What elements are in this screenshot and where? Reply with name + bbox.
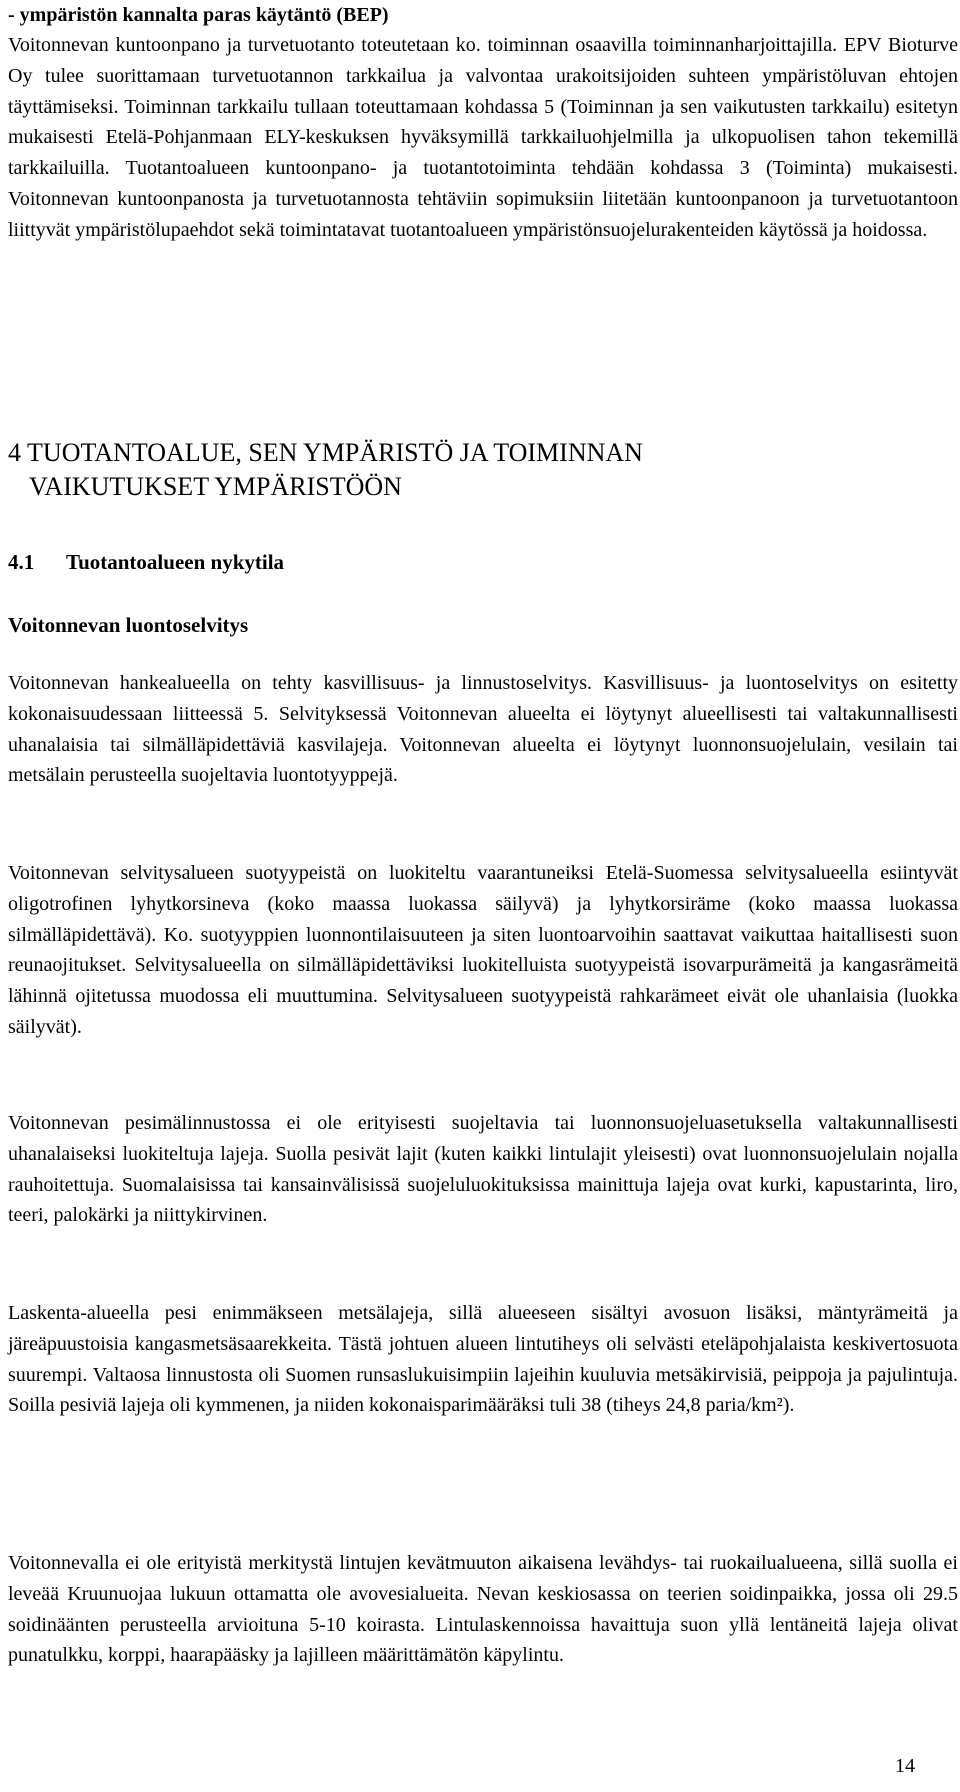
section-4-heading-line1: 4 TUOTANTOALUE, SEN YMPÄRISTÖ JA TOIMINNAN	[8, 438, 643, 467]
intro-paragraph: Voitonnevan kuntoonpano ja turvetuotanto toteutetaan ko. toiminnan osaavilla toiminnanharjoittajilla. EPV Bioturve Oy tulee suorittamaan turvetuotannon tarkkailua ja valvontaa urakoitsijoiden suhteen ympäristöluvan ehtojen täyttämiseksi. Toiminnan tarkkailu tullaan toteuttamaan kohdassa 5 (Toiminnan ja sen vaikutusten tarkkailu) esitetyn mukaisesti Etelä-Pohjanmaan ELY-keskuksen hyväksymillä tarkkailuohjelmilla ja ulkopuolisen tahon tekemillä tarkkailuilla. Tuotantoalueen kuntoonpano- ja tuotantotoiminta tehdään kohdassa 3 (Toiminta) mukaisesti. Voitonnevan kuntoonpanosta ja turvetuotannosta tehtäviin sopimuksiin liitetään kuntoonpanoon ja turvetuotantoon liittyvät ympäristölupaehdot sekä toimintatavat tuotantoalueen ympäristönsuojelurakenteiden käytössä ja hoidossa.	[8, 34, 958, 241]
paragraph-census: Laskenta-alueella pesi enimmäkseen metsälajeja, sillä alueeseen sisältyi avosuon lisäksi, mäntyrämeitä ja järeäpuustoisia kangasmetsäsaarekkeita. Tästä johtuen alueen lintutiheys oli selvästi eteläpohjalaista keskivertosuota suurempi. Valtaosa linnustosta oli Suomen runsaslukuisimpiin lajeihin kuuluvia metsäkirvisiä, peippoja ja pajulintuja. Soilla pesiviä lajeja oli kymmenen, ja niiden kokonaisparimääräksi tuli 38 (tiheys 24,8 paria/km²).	[8, 1302, 958, 1417]
section-4-heading	[8, 436, 958, 504]
paragraph-breeding-birds: Voitonnevan pesimälinnustossa ei ole erityisesti suojeltavia tai luonnonsuojeluasetuksella valtakunnallisesti uhanalaiseksi luokiteltuja lajeja. Suolla pesivät lajit (kuten kaikki lintulajit yleisesti) ovat luonnonsuojelulain nojalla rauhoitettuja. Suomalaisissa tai kansainvälisissä suojeluluokituksissa mainittuja lajeja ovat kurki, kapustarinta, liro, teeri, palokärki ja niittykirvinen.	[8, 1112, 958, 1227]
paragraph-migration: Voitonnevalla ei ole erityistä merkitystä lintujen kevätmuuton aikaisena levähdys- tai ruokailualueena, sillä suolla ei leveää Kruunuojaa lukuun ottamatta ole avovesialueita. Nevan keskiosassa on teerien soidinpaikka, jossa oli 29.5 soidinäänten perusteella arvioituna 5-10 koirasta. Lintulaskennoissa havaittuja suon yllä lentäneitä lajeja olivat punatulkku, korppi, haarapääsky ja lajilleen määrittämätön käpylintu.	[8, 1552, 958, 1667]
section-4-1-heading	[8, 547, 958, 577]
section-4-1-title: Tuotantoalueen nykytila	[66, 550, 285, 574]
paragraph-mire-types: Voitonnevan selvitysalueen suotyypeistä on luokiteltu vaarantuneiksi Etelä-Suomessa selvitysalueella esiintyvät oligotrofinen lyhytkorsineva (koko maassa luokassa säilyvä) ja lyhytkorsiräme (koko maassa luokassa silmälläpidettävä). Ko. suotyyppien luonnontilaisuuteen ja siten luontoarvoihin saattavat vaikuttaa haitallisesti suon reunaojitukset. Selvitysalueella on silmälläpidettäviksi luokitelluista suotyypeistä isovarpurämeitä ja kangasrämeitä lähinnä ojitetussa muodossa eli muuttumina. Selvitysalueen suotyypeistä rahkarämeet eivät ole uhanlaisia (luokka säilyvät).	[8, 862, 958, 1038]
section-4-1-number: 4.1	[8, 550, 35, 574]
page-number: 14	[895, 1755, 915, 1777]
bep-heading: - ympäristön kannalta paras käytäntö (BEP)	[8, 4, 389, 26]
subsection-heading: Voitonnevan luontoselvitys	[8, 613, 249, 637]
section-4-heading-line2: VAIKUTUKSET YMPÄRISTÖÖN	[29, 472, 402, 501]
paragraph-survey: Voitonnevan hankealueella on tehty kasvillisuus- ja linnustoselvitys. Kasvillisuus- ja luontoselvitys on esitetty kokonaisuudessaan liitteessä 5. Selvityksessä Voitonnevan alueelta ei löytynyt alueellisesti tai valtakunnallisesti uhanalaisia tai silmälläpidettäviä kasvilajeja. Voitonnevan alueelta ei löytynyt luonnonsuojelulain, vesilain tai metsälain perusteella suojeltavia luontotyyppejä.	[8, 672, 958, 787]
